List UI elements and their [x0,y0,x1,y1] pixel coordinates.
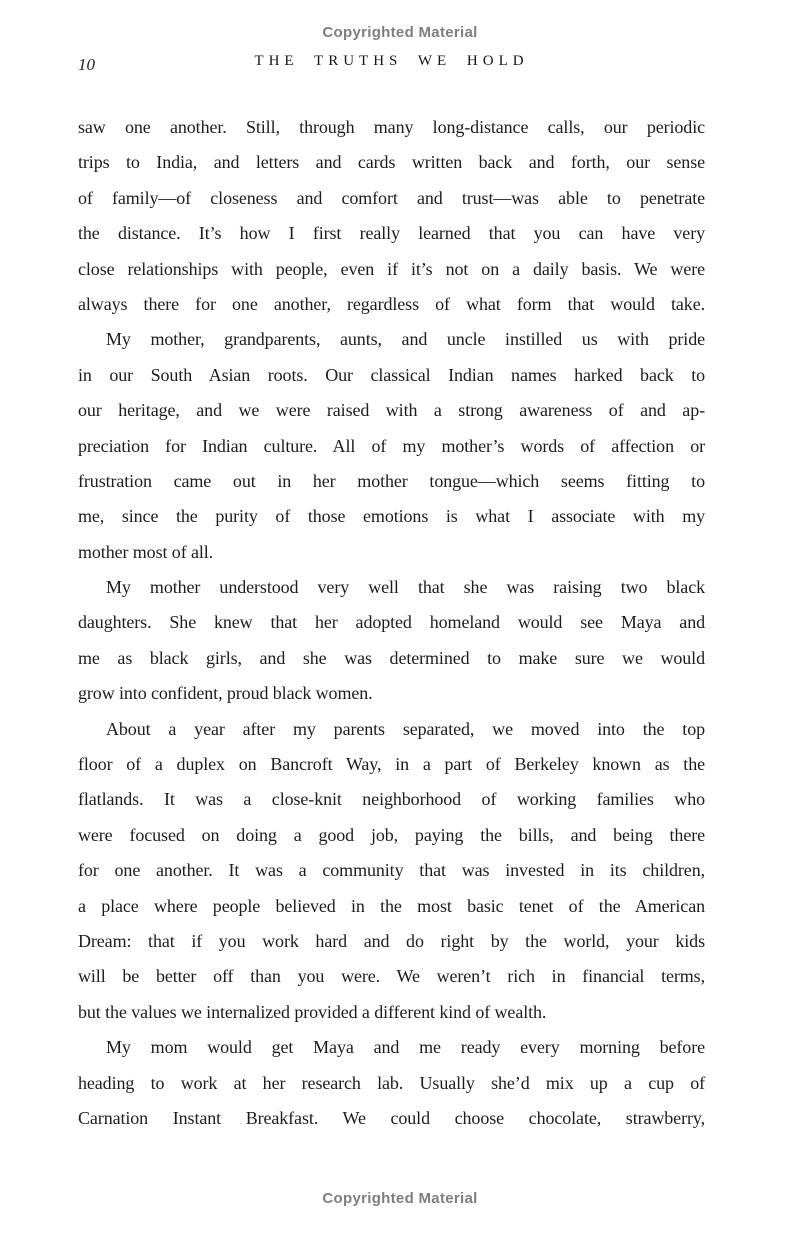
copyright-notice-bottom: Copyrighted Material [322,1190,478,1207]
text-line: Dream: that if you work hard and do right by the world, your kids [78,930,705,951]
paragraph [78,322,705,570]
text-line: but the values we internalized provided a different kind of wealth. [78,1001,547,1022]
text-line: grow into confident, proud black women. [78,683,373,704]
copyright-notice-top: Copyrighted Material [322,24,478,41]
text-line: close relationships with people, even if it’s not on a daily basis. We were [78,258,705,279]
text-line: me, since the purity of those emotions is what I associate with my [78,506,705,527]
text-line: frustration came out in her mother tongue—which seems fitting to [78,470,705,491]
text-line: My mom would get Maya and me ready every morning before [106,1037,705,1058]
text-line: heading to work at her research lab. Usually she’d mix up a cup of [78,1072,705,1093]
text-line: will be better off than you were. We weren’t rich in financial terms, [78,966,705,987]
text-line: mother most of all. [78,541,214,562]
text-line: preciation for Indian culture. All of my mother’s words of affection or [78,435,705,456]
text-line: were focused on doing a good job, paying the bills, and being there [78,824,705,845]
text-line: daughters. She knew that her adopted homeland would see Maya and [78,612,705,633]
text-line: trips to India, and letters and cards written back and forth, our sense [78,152,705,173]
text-line: Carnation Instant Breakfast. We could choose chocolate, strawberry, [78,1107,705,1128]
paragraph [78,110,705,322]
body-text [78,110,705,1136]
text-line: My mother, grandparents, aunts, and uncle instilled us with pride [106,329,705,350]
text-line: the distance. It’s how I first really learned that you can have very [78,223,705,244]
text-line: a place where people believed in the most basic tenet of the American [78,895,705,916]
paragraph [78,570,705,712]
text-line: flatlands. It was a close-knit neighborhood of working families who [78,789,705,810]
text-line: About a year after my parents separated, we moved into the top [106,718,705,739]
text-line: me as black girls, and she was determined to make sure we would [78,647,705,668]
paragraph [78,1030,705,1136]
paragraph [78,712,705,1031]
page-number: 10 [78,55,95,74]
text-line: for one another. It was a community that was invested in its children, [78,860,705,881]
text-line: My mother understood very well that she was raising two black [106,577,705,598]
text-line: of family—of closeness and comfort and trust—was able to penetrate [78,187,705,208]
text-line: floor of a duplex on Bancroft Way, in a part of Berkeley known as the [78,754,705,775]
page-header [78,53,705,77]
text-line: in our South Asian roots. Our classical Indian names harked back to [78,364,705,385]
running-header-title: THE TRUTHS WE HOLD [254,53,529,69]
text-line: our heritage, and we were raised with a strong awareness of and ap- [78,400,705,421]
text-line: saw one another. Still, through many long-distance calls, our periodic [78,117,705,137]
text-line: always there for one another, regardless of what form that would take. [78,293,705,314]
